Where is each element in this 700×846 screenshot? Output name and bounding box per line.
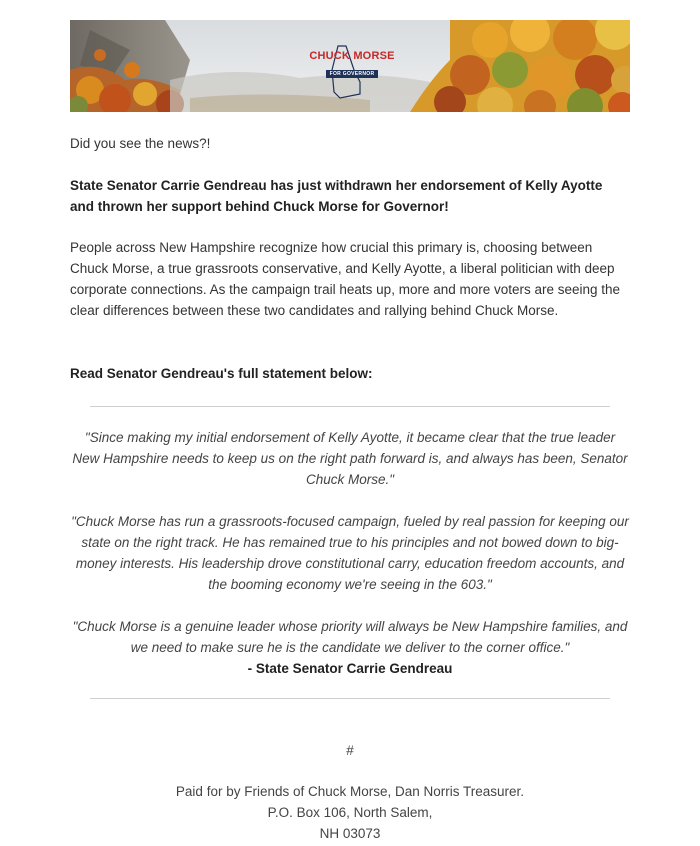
statement-quote-1: "Since making my initial endorsement of Kelly Ayotte, it became clear that the true leader New Hampshire needs to keep us on the right path forward is, and always has been, Senator Chuck Morse." <box>72 430 628 487</box>
statement-intro: Read Senator Gendreau's full statement below: <box>70 366 373 381</box>
address-line-1: P.O. Box 106, North Salem, <box>267 805 433 820</box>
headline-text: State Senator Carrie Gendreau has just withdrawn her endorsement of Kelly Ayotte and thrown her support behind Chuck Morse for Governor! <box>70 178 603 214</box>
statement-quote-2: "Chuck Morse has run a grassroots-focused campaign, fueled by real passion for keeping our state on the right track. He has remained true to his principles and not bowed down to big-money interests. His leadership drove constitutional carry, education freedom accounts, and the booming economy we're seeing in the 603." <box>71 514 629 592</box>
logo-subtitle: FOR GOVERNOR <box>326 70 379 78</box>
header-banner <box>70 20 630 112</box>
address-line-2: NH 03073 <box>319 826 381 841</box>
footer-hash: # <box>346 743 354 758</box>
campaign-logo <box>304 50 400 80</box>
divider-top <box>90 406 610 407</box>
logo-name: CHUCK MORSE <box>309 50 395 62</box>
statement-quote-3: "Chuck Morse is a genuine leader whose priority will always be New Hampshire families, and we need to make sure he is the candidate we deliver to the corner office." <box>72 619 628 655</box>
divider-bottom <box>90 698 610 699</box>
body-paragraph: People across New Hampshire recognize how crucial this primary is, choosing between Chuck Morse, a true grassroots conservative, and Kelly Ayotte, a liberal politician with deep corporate connections. As the campaign trail heats up, more and more voters are seeing the clear differences between these two candidates and rallying behind Chuck Morse. <box>70 240 621 318</box>
paid-for-disclaimer: Paid for by Friends of Chuck Morse, Dan Norris Treasurer. <box>175 784 525 799</box>
greeting-text: Did you see the news?! <box>70 136 211 151</box>
statement-attribution: - State Senator Carrie Gendreau <box>247 661 453 676</box>
